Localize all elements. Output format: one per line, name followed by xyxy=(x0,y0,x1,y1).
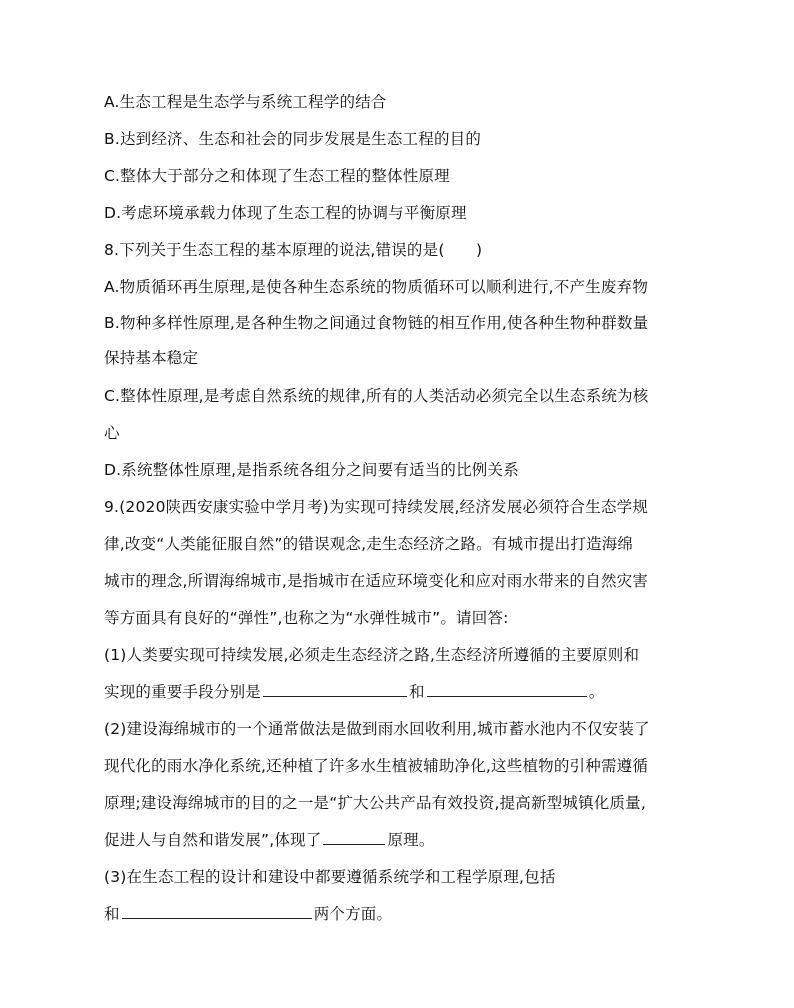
answer-blank-4[interactable] xyxy=(122,904,312,919)
q9-part1-middle: 和 xyxy=(409,683,425,701)
q8-option-b-line2: 保持基本稳定 xyxy=(104,349,199,367)
q9-part1-line2 xyxy=(104,682,604,702)
q9-part2-line3: 原理;建设海绵城市的目的之一是“扩大公共产品有效投资,提高新型城镇化质量, xyxy=(104,794,647,812)
q7-option-c: C.整体大于部分之和体现了生态工程的整体性原理 xyxy=(104,167,450,185)
answer-blank-2[interactable] xyxy=(427,682,587,697)
answer-blank-3[interactable] xyxy=(323,830,385,845)
q8-option-c-line1: C.整体性原理,是考虑自然系统的规律,所有的人类活动必须完全以生态系统为核 xyxy=(104,387,649,405)
q9-stem-line2: 律,改变“人类能征服自然”的错误观念,走生态经济之路。有城市提出打造海绵 xyxy=(104,535,634,553)
q9-part2-line1: (2)建设海绵城市的一个通常做法是做到雨水回收利用,城市蓄水池内不仅安装了 xyxy=(104,720,650,738)
q8-option-d: D.系统整体性原理,是指系统各组分之间要有适当的比例关系 xyxy=(104,461,519,479)
q9-part3-prefix: 和 xyxy=(104,905,120,923)
q9-part3-suffix: 两个方面。 xyxy=(313,905,393,923)
q9-part3-line2 xyxy=(104,904,392,924)
q8-stem: 8.下列关于生态工程的基本原理的说法,错误的是( ) xyxy=(104,241,483,259)
answer-blank-1[interactable] xyxy=(263,682,407,697)
q7-option-a: A.生态工程是生态学与系统工程学的结合 xyxy=(104,93,387,111)
q9-part1-line1: (1)人类要实现可持续发展,必须走生态经济之路,生态经济所遵循的主要原则和 xyxy=(104,646,640,664)
q9-part2-line4 xyxy=(104,830,435,850)
q8-option-b-line1: B.物种多样性原理,是各种生物之间通过食物链的相互作用,使各种生物种群数量 xyxy=(104,314,649,332)
q9-part1-prefix: 实现的重要手段分别是 xyxy=(104,683,262,701)
q9-stem-line1: 9.(2020陕西安康实验中学月考)为实现可持续发展,经济发展必须符合生态学规 xyxy=(104,498,649,516)
q9-part1-suffix: 。 xyxy=(588,683,605,701)
q9-part3-line1: (3)在生态工程的设计和建设中都要遵循系统学和工程学原理,包括 xyxy=(104,868,556,886)
q7-option-b: B.达到经济、生态和社会的同步发展是生态工程的目的 xyxy=(104,130,482,148)
q8-option-a: A.物质循环再生原理,是使各种生态系统的物质循环可以顺利进行,不产生废弃物 xyxy=(104,278,649,296)
q9-part2-line2: 现代化的雨水净化系统,还种植了许多水生植被辅助净化,这些植物的引种需遵循 xyxy=(104,757,649,775)
q8-option-c-line2: 心 xyxy=(104,424,120,442)
q9-part2-prefix: 促进人与自然和谐发展”,体现了 xyxy=(104,831,322,849)
q9-stem-line3: 城市的理念,所谓海绵城市,是指城市在适应环境变化和应对雨水带来的自然灾害 xyxy=(104,572,649,590)
q9-stem-line4: 等方面具有良好的“弹性”,也称之为“水弹性城市”。请回答: xyxy=(104,609,509,627)
q7-option-d: D.考虑环境承载力体现了生态工程的协调与平衡原理 xyxy=(104,204,467,222)
q9-part2-suffix: 原理。 xyxy=(387,831,435,849)
